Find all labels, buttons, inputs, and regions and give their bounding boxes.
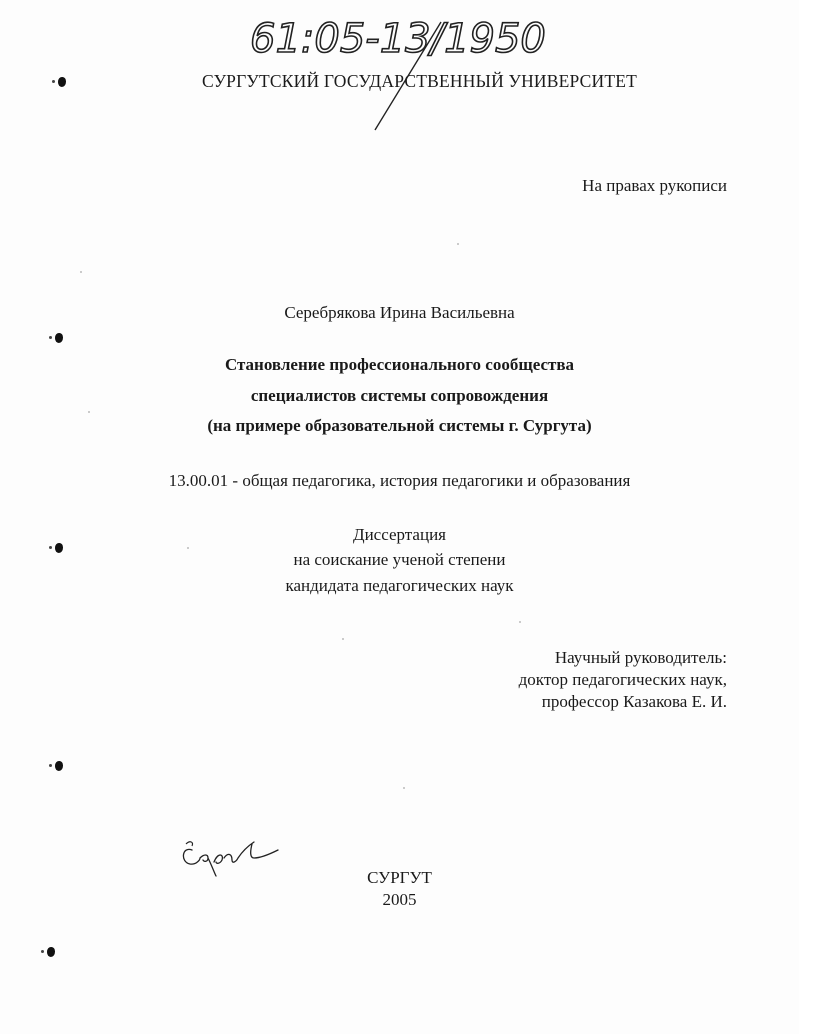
supervisor-label: Научный руководитель:: [554, 648, 727, 667]
dissertation-label: Диссертация: [352, 525, 446, 544]
dissertation-title-line-1: Становление профессионального сообщества: [224, 355, 575, 374]
city: СУРГУТ: [367, 868, 432, 887]
dissertation-title-line-2: специалистов системы сопровождения: [250, 386, 549, 405]
supervisor-block: [519, 647, 727, 713]
supervisor-degree: доктор педагогических наук,: [518, 670, 727, 689]
specialty-code: 13.00.01 - общая педагогика, история педагогики и образования: [168, 471, 631, 490]
punch-mark: [55, 761, 63, 771]
handwritten-archive-code: [245, 12, 546, 72]
degree-name: кандидата педагогических наук: [285, 576, 514, 595]
punch-mark: [47, 947, 55, 957]
archive-code-text: 61:05-13/1950: [250, 16, 546, 62]
punch-mark: [55, 333, 63, 343]
degree-purpose: на соискание ученой степени: [293, 550, 506, 569]
supervisor-name: профессор Казакова Е. И.: [541, 692, 727, 711]
dissertation-title-line-3: (на примере образовательной системы г. Сургута): [207, 416, 592, 435]
manuscript-rights-note: На правах рукописи: [582, 176, 727, 195]
year: 2005: [382, 890, 417, 909]
author-name: Серебрякова Ирина Васильевна: [284, 303, 515, 322]
university-name: СУРГУТСКИЙ ГОСУДАРСТВЕННЫЙ УНИВЕРСИТЕТ: [201, 71, 638, 91]
